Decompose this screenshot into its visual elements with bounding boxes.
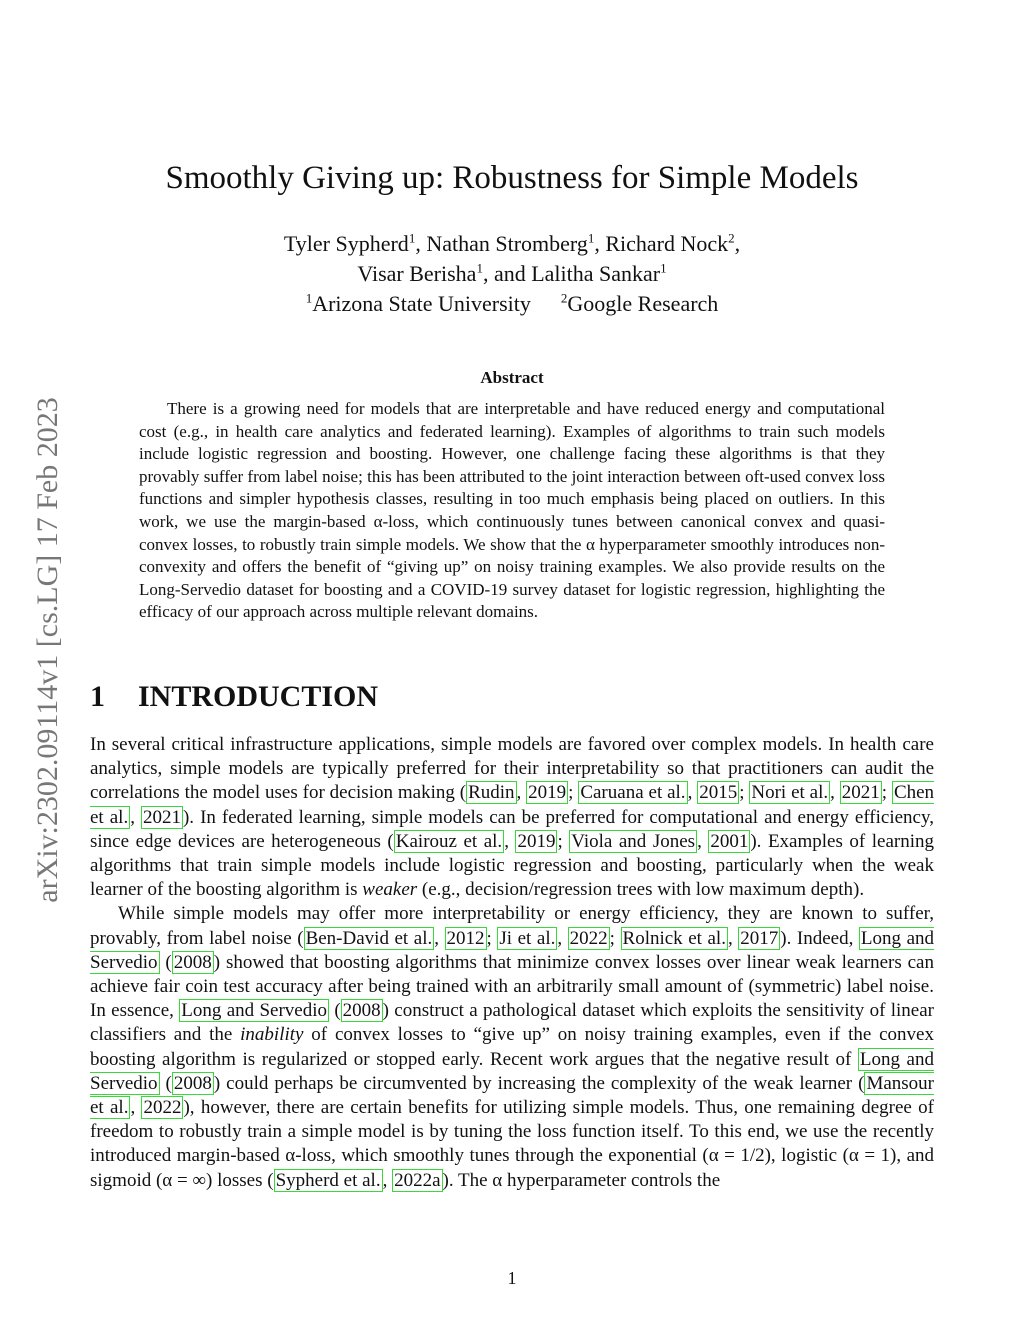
paragraph-text: While simple models may offer more interpretability or energy efficiency, they are known to suffer, provably, from label noise ( xyxy=(90,903,934,949)
paragraph-text: , xyxy=(382,1169,393,1191)
paragraph-text: (e.g., decision/regression trees with low maximum depth). xyxy=(417,879,865,901)
paragraph-text: ). The α hyperparameter controls the xyxy=(442,1169,721,1191)
affiliation-marker: 2 xyxy=(728,230,735,246)
author-block xyxy=(0,229,1024,319)
paragraph-text: ; xyxy=(557,830,570,852)
citation-link[interactable]: Viola and Jones xyxy=(571,830,696,852)
paragraph-text: , xyxy=(830,782,840,804)
author-name: Nathan Stromberg xyxy=(426,231,588,256)
abstract-heading: Abstract xyxy=(480,368,544,387)
paragraph-text: ; xyxy=(881,782,892,804)
citation-link[interactable]: 2022 xyxy=(143,1097,182,1119)
citation-link[interactable]: Caruana et al. xyxy=(580,782,686,804)
paragraph-text: , xyxy=(687,782,698,804)
affiliation-line xyxy=(0,289,1024,319)
citation-link[interactable]: 2022 xyxy=(569,927,608,949)
affiliation-marker: 1 xyxy=(476,260,483,276)
paragraph-text: , xyxy=(504,830,516,852)
citation-link[interactable]: Chen et al. xyxy=(90,782,935,828)
citation-link[interactable]: 2021 xyxy=(142,806,181,828)
author-line-1: Tyler Sypherd$^1$, Nathan Stromberg$^1$, Richard Nock$^2$, xyxy=(283,230,741,256)
affiliation-marker: 1 xyxy=(305,290,313,306)
citation-link[interactable]: 2001 xyxy=(710,830,749,852)
paragraph-text: , xyxy=(697,830,709,852)
paragraph-text: ). Indeed, xyxy=(780,927,859,949)
paragraph-text: ) could perhaps be circumvented by increasing the complexity of the weak learner ( xyxy=(213,1072,865,1094)
paragraph-text: , xyxy=(557,927,568,949)
arxiv-identifier: arXiv:2302.09114v1 [cs.LG] 17 Feb 2023 xyxy=(31,397,64,903)
paragraph-text: In several critical infrastructure applications, simple models are favored over complex models. In health care analytics, simple models are typically preferred for their interpretability so that practitioners can audit the correlations the model uses for decision making ( xyxy=(90,734,934,804)
citation-link[interactable]: Nori et al. xyxy=(751,782,829,804)
section-title-text: INTRODUCTION xyxy=(138,680,379,713)
introduction-body xyxy=(90,733,934,1193)
paragraph-text: ) showed that boosting algorithms that minimize convex losses over linear weak learners can achieve fair coin test accuracy after being trained with an arbitrarily small amount of (symmetric) label noise. In essence, xyxy=(90,951,934,1022)
author-name: Tyler Sypherd xyxy=(283,231,409,256)
paragraph-text: ( xyxy=(159,951,172,973)
citation-link[interactable]: 2019 xyxy=(517,830,556,852)
citation-link[interactable]: Mansour et al. xyxy=(90,1072,935,1119)
intro-paragraph-1 xyxy=(90,733,934,902)
citation-link[interactable]: Ben-David et al. xyxy=(305,927,433,949)
emphasis-text: weaker xyxy=(362,879,418,901)
citation-link[interactable]: 2022a xyxy=(394,1169,441,1191)
paragraph-text: ; xyxy=(486,927,498,949)
citation-link[interactable]: Rolnick et al. xyxy=(622,927,726,949)
paragraph-text: ; xyxy=(739,782,750,804)
citation-link[interactable]: 2019 xyxy=(528,782,567,804)
affiliation-asu: Arizona State University xyxy=(312,291,531,316)
citation-link[interactable]: Long and Servedio xyxy=(90,1048,934,1094)
citation-link[interactable]: Sypherd et al. xyxy=(275,1169,381,1191)
citation-link[interactable]: 2021 xyxy=(841,782,880,804)
section-heading xyxy=(90,680,378,714)
author-name: and Lalitha Sankar xyxy=(493,261,661,286)
affiliation-marker: 2 xyxy=(560,290,568,306)
affiliation-marker: 1 xyxy=(408,230,416,246)
affiliation-google: Google Research xyxy=(567,291,719,316)
citation-link[interactable]: Kairouz et al. xyxy=(395,830,503,852)
paragraph-text: ) construct a pathological dataset which exploits the sensitivity of linear classifiers and the xyxy=(90,1000,934,1046)
citation-link[interactable]: 2017 xyxy=(740,927,779,949)
paragraph-text: ; xyxy=(609,927,621,949)
citation-link[interactable]: 2008 xyxy=(173,951,212,973)
emphasis-text: inability xyxy=(240,1024,304,1046)
paragraph-text: , xyxy=(130,806,141,828)
paragraph-text: , xyxy=(516,782,527,804)
author-name: Richard Nock xyxy=(605,231,729,256)
paragraph-text: ( xyxy=(159,1072,172,1094)
citation-link[interactable]: 2008 xyxy=(173,1072,212,1094)
citation-link[interactable]: 2012 xyxy=(446,927,485,949)
affiliation-marker: 1 xyxy=(660,260,667,276)
page-number: 1 xyxy=(507,1268,517,1288)
section-number: 1 xyxy=(90,680,105,713)
citation-link[interactable]: Ji et al. xyxy=(499,927,556,949)
paragraph-text: ). Examples of learning algorithms that train simple models include logistic regression and boosting, particularly when the weak learner of the boosting algorithm is xyxy=(90,830,934,901)
paragraph-text: ( xyxy=(329,1000,341,1022)
paragraph-text: ; xyxy=(568,782,579,804)
paragraph-text: of convex losses to “give up” on noisy training examples, even if the convex boosting algorithm is regularized or stopped early. Recent work argues that the negative result of xyxy=(90,1024,934,1070)
citation-link[interactable]: Long and Servedio xyxy=(181,1000,327,1022)
paragraph-text: ). In federated learning, simple models can be preferred for computational and energy efficiency, since edge devices are heterogeneous ( xyxy=(90,806,935,852)
arxiv-sidebar xyxy=(26,350,70,950)
paragraph-text: , xyxy=(130,1097,142,1119)
citation-link[interactable]: Rudin xyxy=(468,782,515,804)
paragraph-text: , xyxy=(727,927,739,949)
paper-title: Smoothly Giving up: Robustness for Simple Models xyxy=(165,160,859,196)
intro-paragraph-2 xyxy=(90,902,934,1192)
paragraph-text: ), however, there are certain benefits for utilizing simple models. Thus, one remaining degree of freedom to robustly train a simple model is by tuning the loss function itself. To this end, we use the recently introduced margin-based α-loss, which smoothly tunes through the exponential (α = 1/2), logistic (α = 1), and sigmoid (α = ∞) losses ( xyxy=(90,1097,934,1191)
abstract-text: There is a growing need for models that are interpretable and have reduced energy and computational cost (e.g., in health care analytics and federated learning). Examples of algorithms to train such models include logistic regression and boosting. However, one challenge facing these algorithms is that they provably suffer from label noise; this has been attributed to the joint interaction between oft-used convex loss functions and simpler hypothesis classes, resulting in too much emphasis being placed on outliers. In this work, we use the margin-based α-loss, which continuously tunes between canonical convex and quasi-convex losses, to robustly train simple models. We show that the α hyperparameter smoothly introduces non-convexity and offers the benefit of “giving up” on noisy training examples. We also provide results on the Long-Servedio dataset for boosting and a COVID-19 survey dataset for logistic regression, highlighting the efficacy of our approach across multiple relevant domains. xyxy=(139,399,885,622)
citation-link[interactable]: Long and Servedio xyxy=(90,927,935,973)
paragraph-text: , xyxy=(434,927,445,949)
affiliation-marker: 1 xyxy=(587,230,595,246)
citation-link[interactable]: 2008 xyxy=(342,1000,381,1022)
author-name: Visar Berisha xyxy=(357,261,477,286)
author-line-2: Visar Berisha$^1$, and Lalitha Sankar$^1$ xyxy=(357,260,667,286)
citation-link[interactable]: 2015 xyxy=(699,782,738,804)
